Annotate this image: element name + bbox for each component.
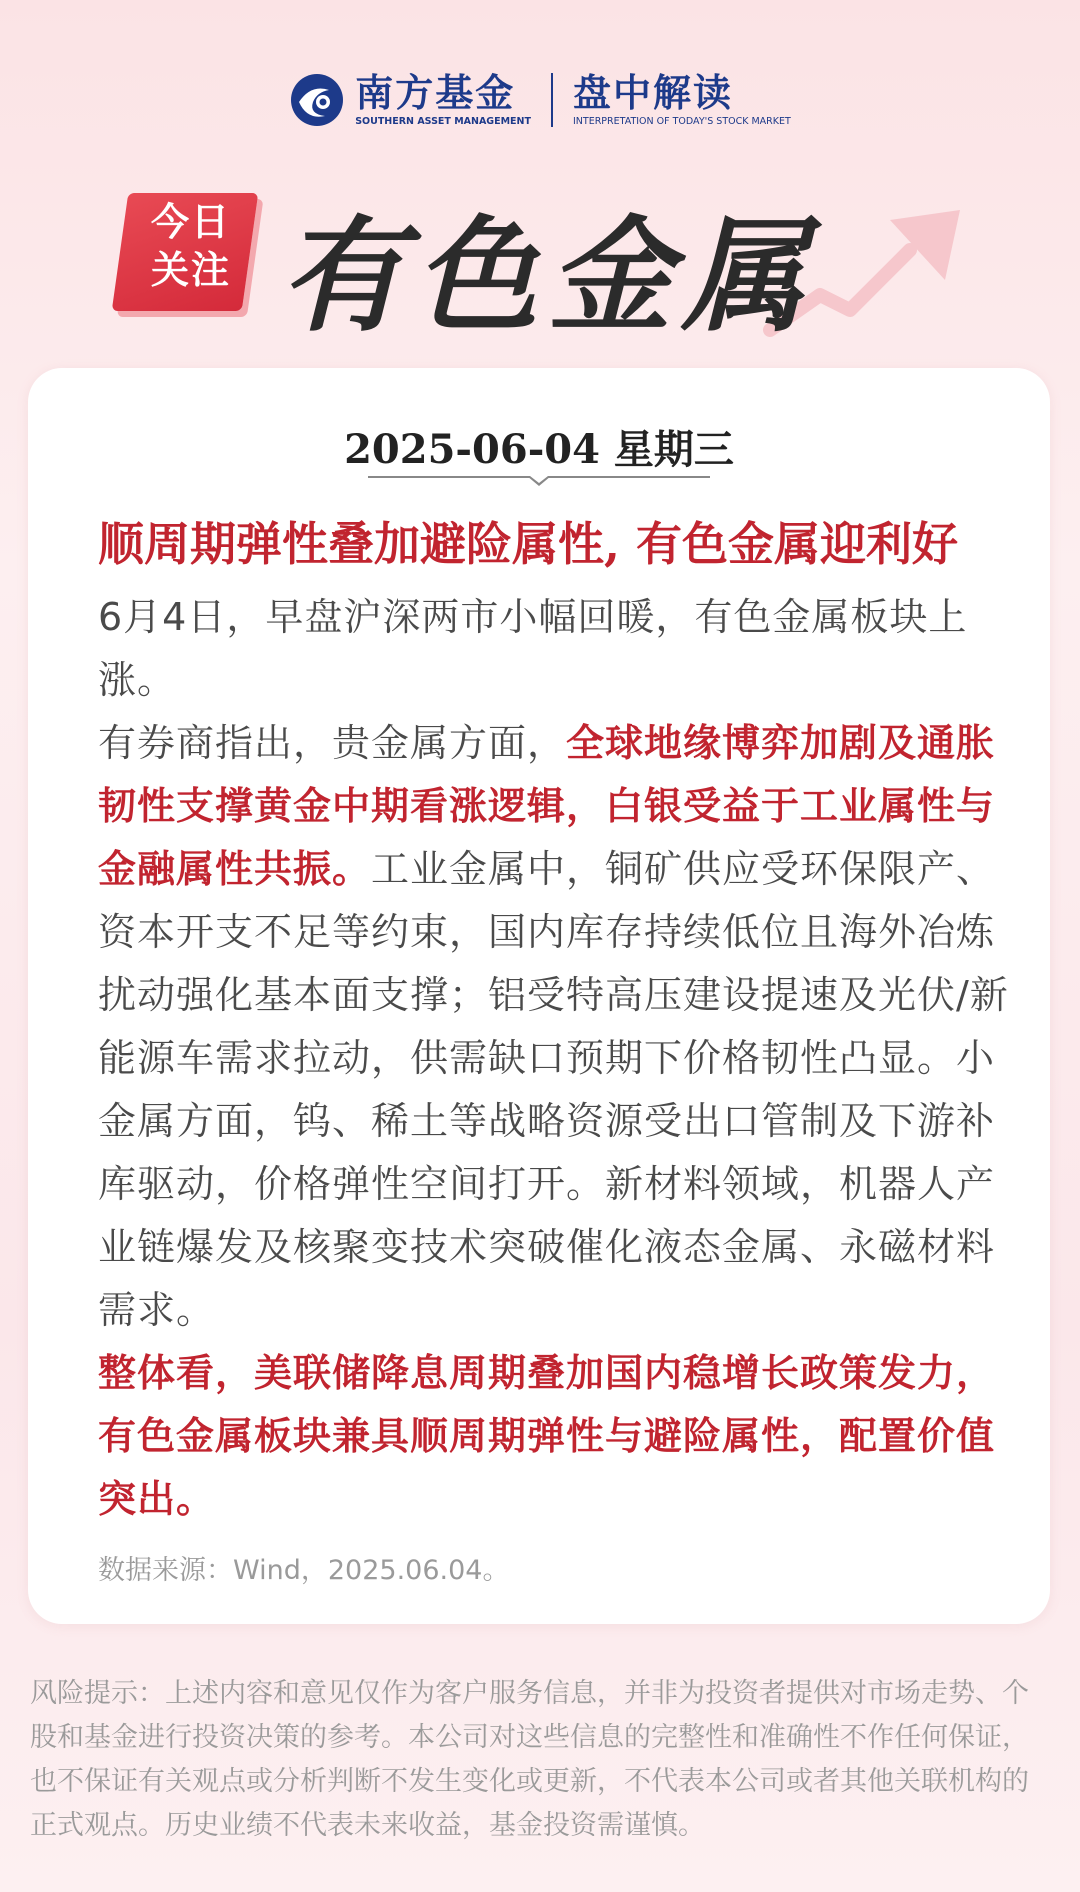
column-logo xyxy=(572,70,791,127)
paragraph-2-intro: 有券商指出，贵金属方面， xyxy=(98,721,567,765)
main-title: 有色金属 xyxy=(280,205,817,349)
badge-text xyxy=(136,198,246,294)
column-name: 盘中解读 xyxy=(572,70,733,115)
southern-fund-logo-icon xyxy=(289,72,345,128)
header xyxy=(0,68,1080,132)
date-underline-notch-inner xyxy=(530,476,548,483)
badge-line-2: 关注 xyxy=(150,248,231,292)
data-source: 数据来源：Wind，2025.06.04。 xyxy=(98,1555,510,1586)
paragraph-1: 6月4日，早盘沪深两市小幅回暖，有色金属板块上涨。 xyxy=(98,595,968,702)
paragraph-2-highlight: 全球地缘博弈加剧及通胀韧性支撑黄金中期看涨逻辑，白银受益于工业属性与金融属性共振。 xyxy=(98,721,996,891)
paragraph-3-conclusion: 整体看，美联储降息周期叠加国内稳增长政策发力，有色金属板块兼具顺周期弹性与避险属性，配置价值突出。 xyxy=(98,1351,996,1521)
content-card xyxy=(28,368,1050,1624)
brand-name: 南方基金 xyxy=(355,70,516,115)
risk-disclaimer: 风险提示：上述内容和意见仅作为客户服务信息，并非为投资者提供对市场走势、个股和基金进行投资决策的参考。本公司对这些信息的完整性和准确性不作任何保证，也不保证有关观点或分析判断不发生变化或更新，不代表本公司或者其他关联机构的正式观点。历史业绩不代表未来收益，基金投资需谨慎。 xyxy=(30,1678,1029,1841)
column-subtitle: INTERPRETATION OF TODAY'S STOCK MARKET xyxy=(572,115,791,127)
headline: 顺周期弹性叠加避险属性, 有色金属迎利好 xyxy=(98,517,959,571)
brand-subtitle: SOUTHERN ASSET MANAGEMENT xyxy=(355,115,531,127)
paragraph-2 xyxy=(98,712,1014,1342)
paragraph-2-detail: 工业金属中，铜矿供应受环保限产、资本开支不足等约束，国内库存持续低位且海外冶炼扰动强化基本面支撑；铝受特高压建设提速及光伏/新能源车需求拉动，供需缺口预期下价格韧性凸显。小金属方面，钨、稀土等战略资源受出口管制及下游补库驱动，价格弹性空间打开。新材料领域，机器人产业链爆发及核聚变技术突破催化液态金属、永磁材料需求。 xyxy=(98,847,1009,1332)
header-divider xyxy=(551,73,553,127)
article-body xyxy=(98,586,1014,1531)
brand-logo xyxy=(289,72,531,128)
date-label: 2025-06-04 星期三 xyxy=(344,426,734,473)
badge-line-1: 今日 xyxy=(150,200,231,244)
